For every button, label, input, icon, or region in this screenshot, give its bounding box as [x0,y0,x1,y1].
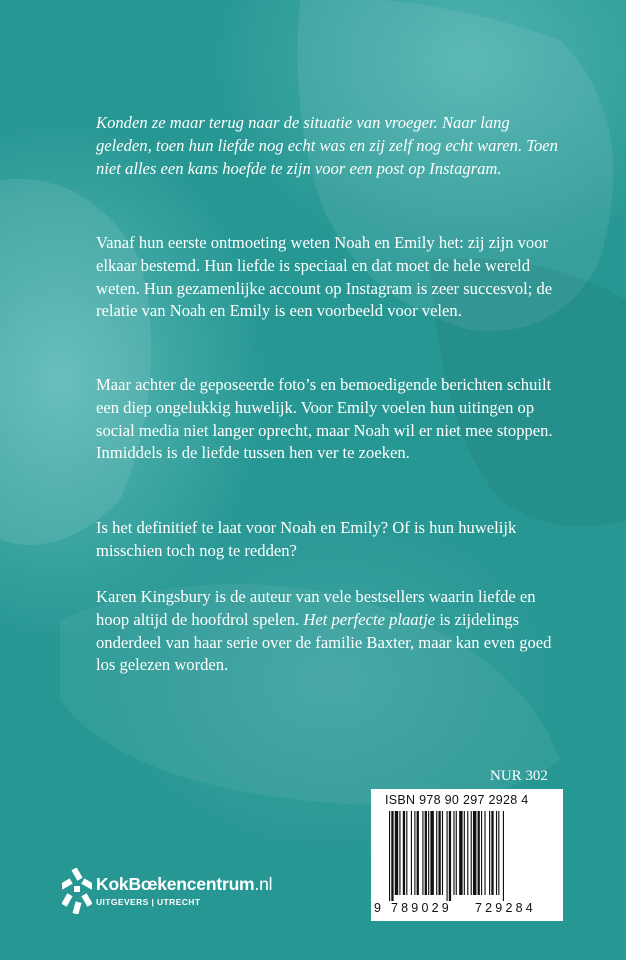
intro-text: Konden ze maar terug naar de situatie van vroeger. Naar lang geleden, toen hun liefde nog echt was en zij zelf nog echt waren. Toen niet alles een kans hoefde te zijn voor een post op Instagram. [96,113,558,178]
intro-paragraph [96,112,562,180]
author-text [96,586,562,677]
blurb-paragraph-3 [96,517,562,563]
nur-code: NUR 302 [490,768,548,784]
blurb-paragraph-1 [96,232,562,323]
kok-boekencentrum-star-icon [62,868,92,914]
isbn-label: ISBN 978 90 297 2928 4 [385,793,529,807]
author-text-end: is zijdelings onderdeel van haar serie over de familie Baxter, maar kan even goed los gelezen worden. [96,609,552,675]
publisher-name-suffix: .nl [254,874,273,894]
publisher-name [96,874,272,895]
blurb-text-3: Is het definitief te laat voor Noah en Emily? Of is hun huwelijk misschien toch nog te redden? [96,518,517,560]
book-title: Het perfecte plaatje [303,609,436,629]
blurb-text-2: Maar achter de geposeerde foto’s en bemoedigende berichten schuilt een diep ongelukkig huwelijk. Voor Emily voelen hun uitingen op social media niet langer oprecht, maar Noah wil er niet mee stoppen. Inmiddels is de liefde tussen hen ver te zoeken. [96,375,553,463]
author-paragraph [96,586,562,677]
barcode-digits-right: 729284 [475,901,536,915]
barcode-digits-left: 789029 [391,901,452,915]
blurb-text-1: Vanaf hun eerste ontmoeting weten Noah en Emily het: zij zijn voor elkaar bestemd. Hun liefde is speciaal en dat moet de hele wereld weten. Hun gezamenlijke account op Instagram is zeer succesvol; de relatie van Noah en Emily is een voorbeeld voor velen. [96,233,553,321]
publisher-tagline: UITGEVERS | UTRECHT [96,897,201,907]
barcode [379,811,555,901]
publisher-name-main: KokBœkencentrum [96,874,255,894]
barcode-digit-first: 9 [374,901,381,915]
author-text-start: Karen Kingsbury is de auteur van vele bestsellers waarin liefde en hoop altijd de hoofdrol spelen. [96,587,536,629]
barcode-box [371,789,563,921]
blurb-paragraph-2 [96,374,562,465]
